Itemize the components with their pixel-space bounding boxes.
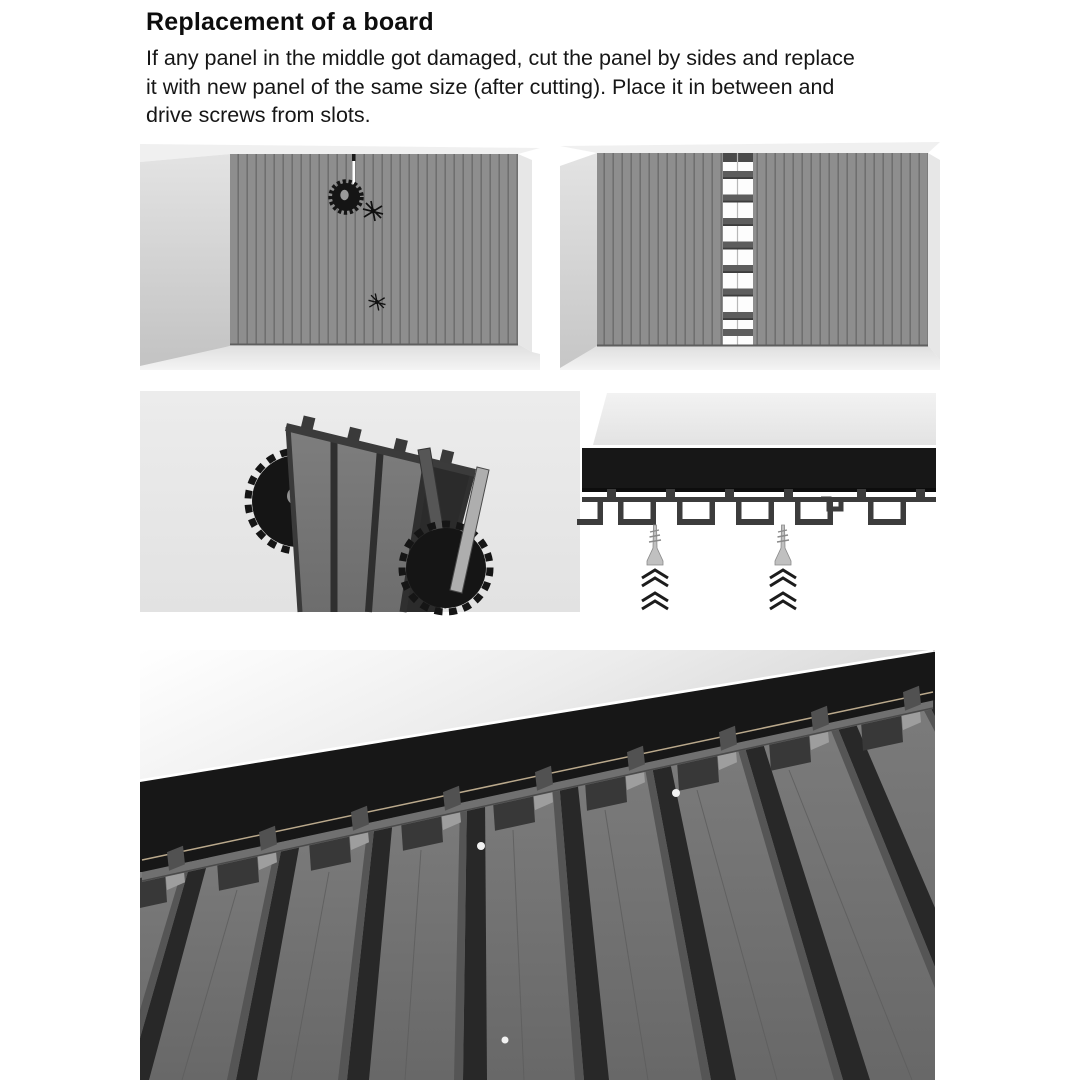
room-scene <box>140 144 540 370</box>
profile-rail <box>582 497 936 502</box>
ceiling <box>560 142 940 153</box>
removed-panel-gap <box>723 153 753 345</box>
wall-band <box>593 393 936 445</box>
side-wall <box>140 154 230 370</box>
figure-underside-perspective <box>140 650 935 1080</box>
mounting-profile-cross-section <box>577 489 936 525</box>
panel-back-bar-edge <box>582 488 936 492</box>
body-line: it with new panel of the same size (after cutting). Place it in between and <box>146 74 835 99</box>
figure-cutting-panel-closeup <box>140 385 580 625</box>
page-title: Replacement of a board <box>146 8 434 36</box>
upward-chevron-arrows-icon <box>642 570 668 609</box>
panel-back-bar <box>582 448 936 490</box>
slat-wall-right-section <box>753 153 928 345</box>
figure-damaged-wall-cutting <box>140 140 540 370</box>
right-wall-edge <box>518 154 532 352</box>
screw-icon <box>647 525 663 565</box>
figure-screws-from-slots <box>577 385 936 625</box>
floor <box>560 345 940 370</box>
slat-wall <box>230 154 518 344</box>
body-line: drive screws from slots. <box>146 103 371 127</box>
figure-removed-panel-battens <box>560 140 940 370</box>
body-line: If any panel in the middle got damaged, cut the panel by sides and replace <box>146 46 855 70</box>
screw-icon <box>775 525 791 565</box>
blade-arbor-hole <box>340 190 348 200</box>
side-wall <box>560 153 597 370</box>
body-paragraph <box>146 44 956 130</box>
room-scene <box>560 142 940 370</box>
cut-start-mark <box>352 154 355 161</box>
upward-chevron-arrows-icon <box>770 570 796 609</box>
right-wall-edge <box>928 153 940 360</box>
slat-wall-left-section <box>597 153 723 345</box>
